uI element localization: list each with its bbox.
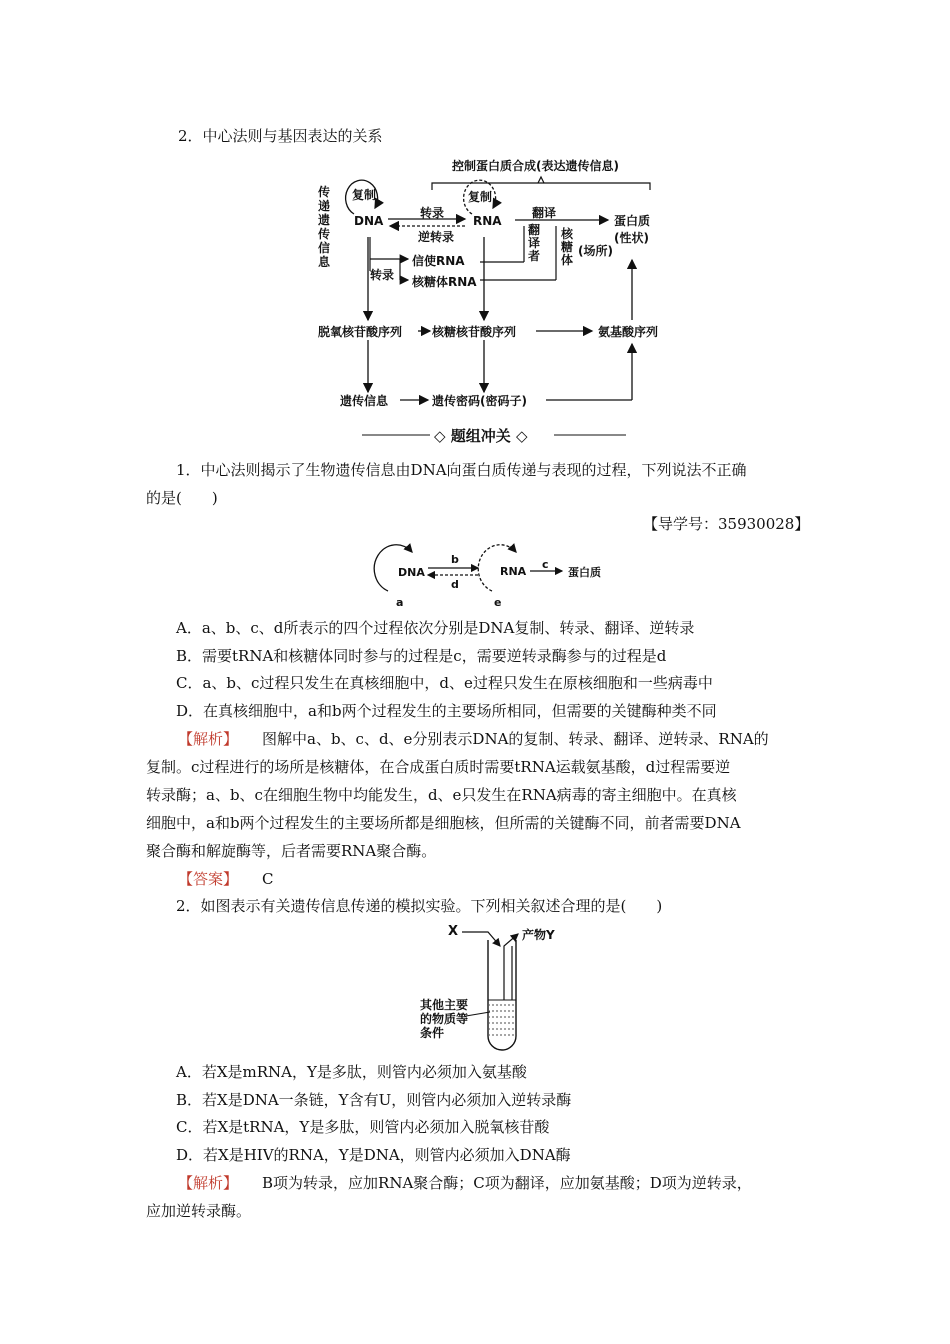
q2-analysis-tag: 【解析】 [178, 1174, 239, 1192]
q1-label-e: e [494, 596, 502, 609]
q1-label-c: c [542, 558, 549, 571]
q2-stem: 2．如图表示有关遗传信息传递的模拟实验。下列相关叙述合理的是( ) [176, 897, 663, 915]
q1-rna: RNA [500, 565, 527, 578]
translation-label: 翻译 [532, 206, 557, 220]
mrna-label: 信使RNA [412, 254, 465, 268]
amino-seq-label: 氨基酸序列 [598, 325, 659, 339]
transcription2-label: 转录 [370, 268, 395, 282]
q1-analysis-line1: 图解中a、b、c、d、e分别表示DNA的复制、转录、翻译、逆转录、RNA的 [262, 730, 769, 748]
protein-node: 蛋白质 [614, 214, 651, 228]
q2-option-a: A．若X是mRNA，Y是多肽，则管内必须加入氨基酸 [176, 1063, 527, 1081]
q1-option-b: B．需要tRNA和核糖体同时参与的过程是c，需要逆转录酶参与的过程是d [176, 647, 667, 665]
dna-replicate-label: 复制 [352, 188, 377, 202]
q1-analysis-line: 转录酶；a、b、c在细胞生物中均能发生，d、e只发生在RNA病毒的寄主细胞中。在真核 [146, 786, 737, 804]
q1-label-b: b [451, 553, 459, 566]
left-char: 信 [318, 241, 331, 255]
dna-node: DNA [354, 214, 384, 228]
translator-char: 翻 [528, 223, 541, 237]
trait-label: (性状) [614, 231, 649, 245]
q2-cond-line: 其他主要 [420, 998, 469, 1012]
genetic-code-label: 遗传密码(密码子) [432, 394, 527, 408]
ribosome-char: 体 [561, 253, 574, 267]
genetic-info-label: 遗传信息 [340, 394, 389, 408]
q2-option-d: D．若X是HIV的RNA，Y是DNA，则管内必须加入DNA酶 [176, 1146, 571, 1164]
q1-protein: 蛋白质 [568, 566, 601, 579]
q1-dna: DNA [398, 566, 425, 579]
q1-analysis-line: 聚合酶和解旋酶等，后者需要RNA聚合酶。 [146, 842, 437, 860]
q1-answer: C [262, 870, 274, 888]
q1-analysis-line: 复制。c过程进行的场所是核糖体，在合成蛋白质时需要tRNA运载氨基酸，d过程需要逆 [146, 758, 731, 776]
left-char: 传 [318, 185, 331, 199]
transcription-label: 转录 [420, 206, 445, 220]
q1-option-d: D．在真核细胞中，a和b两个过程发生的主要场所相同，但需要的关键酶种类不同 [176, 702, 717, 720]
site-label: (场所) [578, 244, 613, 258]
rna-replicate-label: 复制 [468, 190, 493, 204]
translator-char: 者 [528, 249, 541, 263]
left-char: 遗 [318, 213, 331, 227]
translator-char: 译 [528, 236, 541, 250]
q2-option-c: C．若X是tRNA，Y是多肽，则管内必须加入脱氧核苷酸 [176, 1118, 550, 1136]
q1-analysis-tag: 【解析】 [178, 730, 239, 748]
q2-analysis-line2: 应加逆转录酶。 [146, 1202, 252, 1220]
q1-label-d: d [451, 578, 459, 591]
left-char: 传 [318, 227, 331, 241]
q2-cond-line: 的物质等 [420, 1012, 469, 1026]
section-heading: 2．中心法则与基因表达的关系 [178, 127, 383, 145]
rna-node: RNA [473, 214, 502, 228]
q2-cond-line: 条件 [420, 1026, 445, 1040]
q1-option-c: C．a、b、c过程只发生在真核细胞中，d、e过程只发生在原核细胞和一些病毒中 [176, 674, 713, 692]
top-brace-label: 控制蛋白质合成(表达遗传信息) [452, 159, 619, 173]
q1-guide-number: 【导学号：35930028】 [643, 515, 810, 533]
q1-stem-line1: 1．中心法则揭示了生物遗传信息由DNA向蛋白质传递与表现的过程，下列说法不正确 [176, 461, 747, 479]
divider-label: ◇ 题组冲关 ◇ [434, 427, 528, 445]
ribosome-char: 糖 [561, 240, 574, 254]
ribosome-char: 核 [561, 227, 574, 241]
ribo-seq-label: 核糖核苷酸序列 [432, 325, 517, 339]
q2-analysis-line1: B项为转录，应加RNA聚合酶；C项为翻译，应加氨基酸；D项为逆转录， [262, 1174, 752, 1192]
deoxy-seq-label: 脱氧核苷酸序列 [318, 325, 403, 339]
q1-label-a: a [396, 596, 404, 609]
q2-conditions [420, 998, 468, 1040]
q1-analysis-line: 细胞中，a和b两个过程发生的主要场所都是细胞核，但所需的关键酶不同，前者需要DNA [146, 814, 741, 832]
rrna-label: 核糖体RNA [412, 275, 477, 289]
q1-stem-line2: 的是( ) [146, 489, 218, 507]
q2-option-b: B．若X是DNA一条链，Y含有U，则管内必须加入逆转录酶 [176, 1091, 572, 1109]
q1-option-a: A．a、b、c、d所表示的四个过程依次分别是DNA复制、转录、翻译、逆转录 [176, 619, 695, 637]
reverse-transcription-label: 逆转录 [418, 230, 455, 244]
left-char: 息 [318, 255, 331, 269]
q1-answer-tag: 【答案】 [178, 870, 239, 888]
q2-x-label: X [448, 924, 459, 939]
left-char: 递 [318, 199, 331, 213]
q2-product-label: 产物Y [522, 928, 555, 942]
